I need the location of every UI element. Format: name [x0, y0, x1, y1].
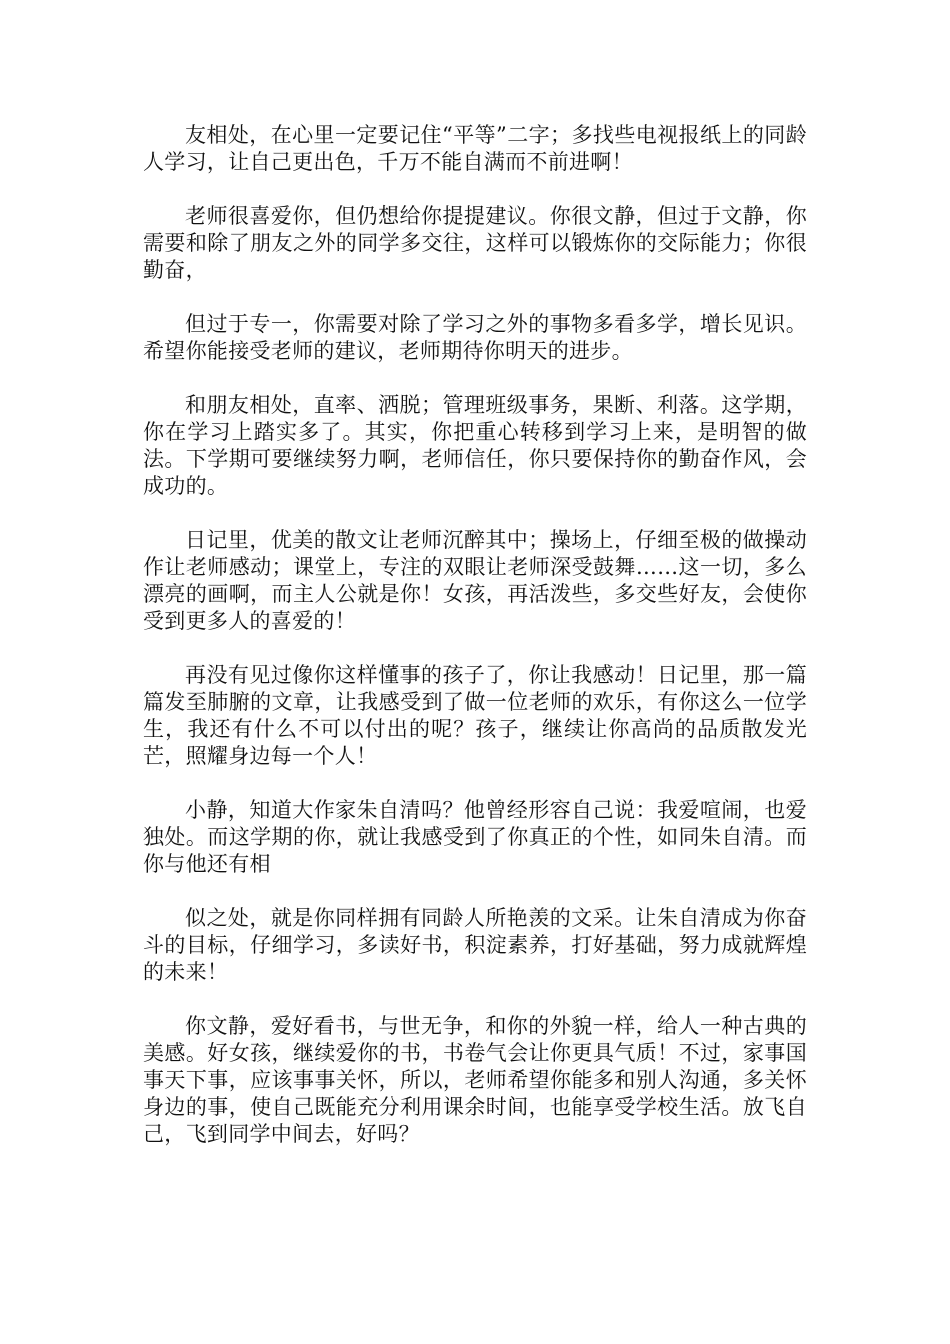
paragraph-7: 小静，知道大作家朱自清吗？他曾经形容自己说：我爱喧闹，也爱独处。而这学期的你，就让我感受到了你真正的个性，如同朱自清。而你与他还有相: [143, 798, 807, 876]
paragraph-3: 但过于专一，你需要对除了学习之外的事物多看多学，增长见识。希望你能接受老师的建议，老师期待你明天的进步。: [143, 312, 807, 363]
paragraph-6: 再没有见过像你这样懂事的孩子了，你让我感动！日记里，那一篇篇发至肺腑的文章，让我感受到了做一位老师的欢乐，有你这么一位学生，我还有什么不可以付出的呢？孩子，继续让你高尚的品质散发光芒，照耀身边每一个人！: [143, 663, 807, 768]
document-body: [143, 122, 807, 1175]
paragraph-9: 你文静，爱好看书，与世无争，和你的外貌一样，给人一种古典的美感。好女孩，继续爱你的书，书卷气会让你更具气质！不过，家事国事天下事，应该事事关怀，所以，老师希望你能多和别人沟通，多关怀身边的事，使自己既能充分利用课余时间，也能享受学校生活。放飞自己，飞到同学中间去，好吗？: [143, 1014, 807, 1146]
paragraph-5: 日记里，优美的散文让老师沉醉其中；操场上，仔细至极的做操动作让老师感动；课堂上，专注的双眼让老师深受鼓舞……这一切，多么漂亮的画啊，而主人公就是你！女孩，再活泼些，多交些好友，会使你受到更多人的喜爱的！: [143, 528, 807, 633]
paragraph-2: 老师很喜爱你，但仍想给你提提建议。你很文静，但过于文静，你需要和除了朋友之外的同学多交往，这样可以锻炼你的交际能力；你很勤奋，: [143, 204, 807, 282]
paragraph-1: 友相处，在心里一定要记住“平等”二字；多找些电视报纸上的同龄人学习，让自己更出色，千万不能自满而不前进啊！: [143, 123, 807, 174]
paragraph-4: 和朋友相处，直率、洒脱；管理班级事务，果断、利落。这学期，你在学习上踏实多了。其实，你把重心转移到学习上来，是明智的做法。下学期可要继续努力啊，老师信任，你只要保持你的勤奋作风，会成功的。: [143, 393, 807, 498]
paragraph-8: 似之处，就是你同样拥有同龄人所艳羡的文采。让朱自清成为你奋斗的目标，仔细学习，多读好书，积淀素养，打好基础，努力成就辉煌的未来！: [143, 906, 807, 984]
